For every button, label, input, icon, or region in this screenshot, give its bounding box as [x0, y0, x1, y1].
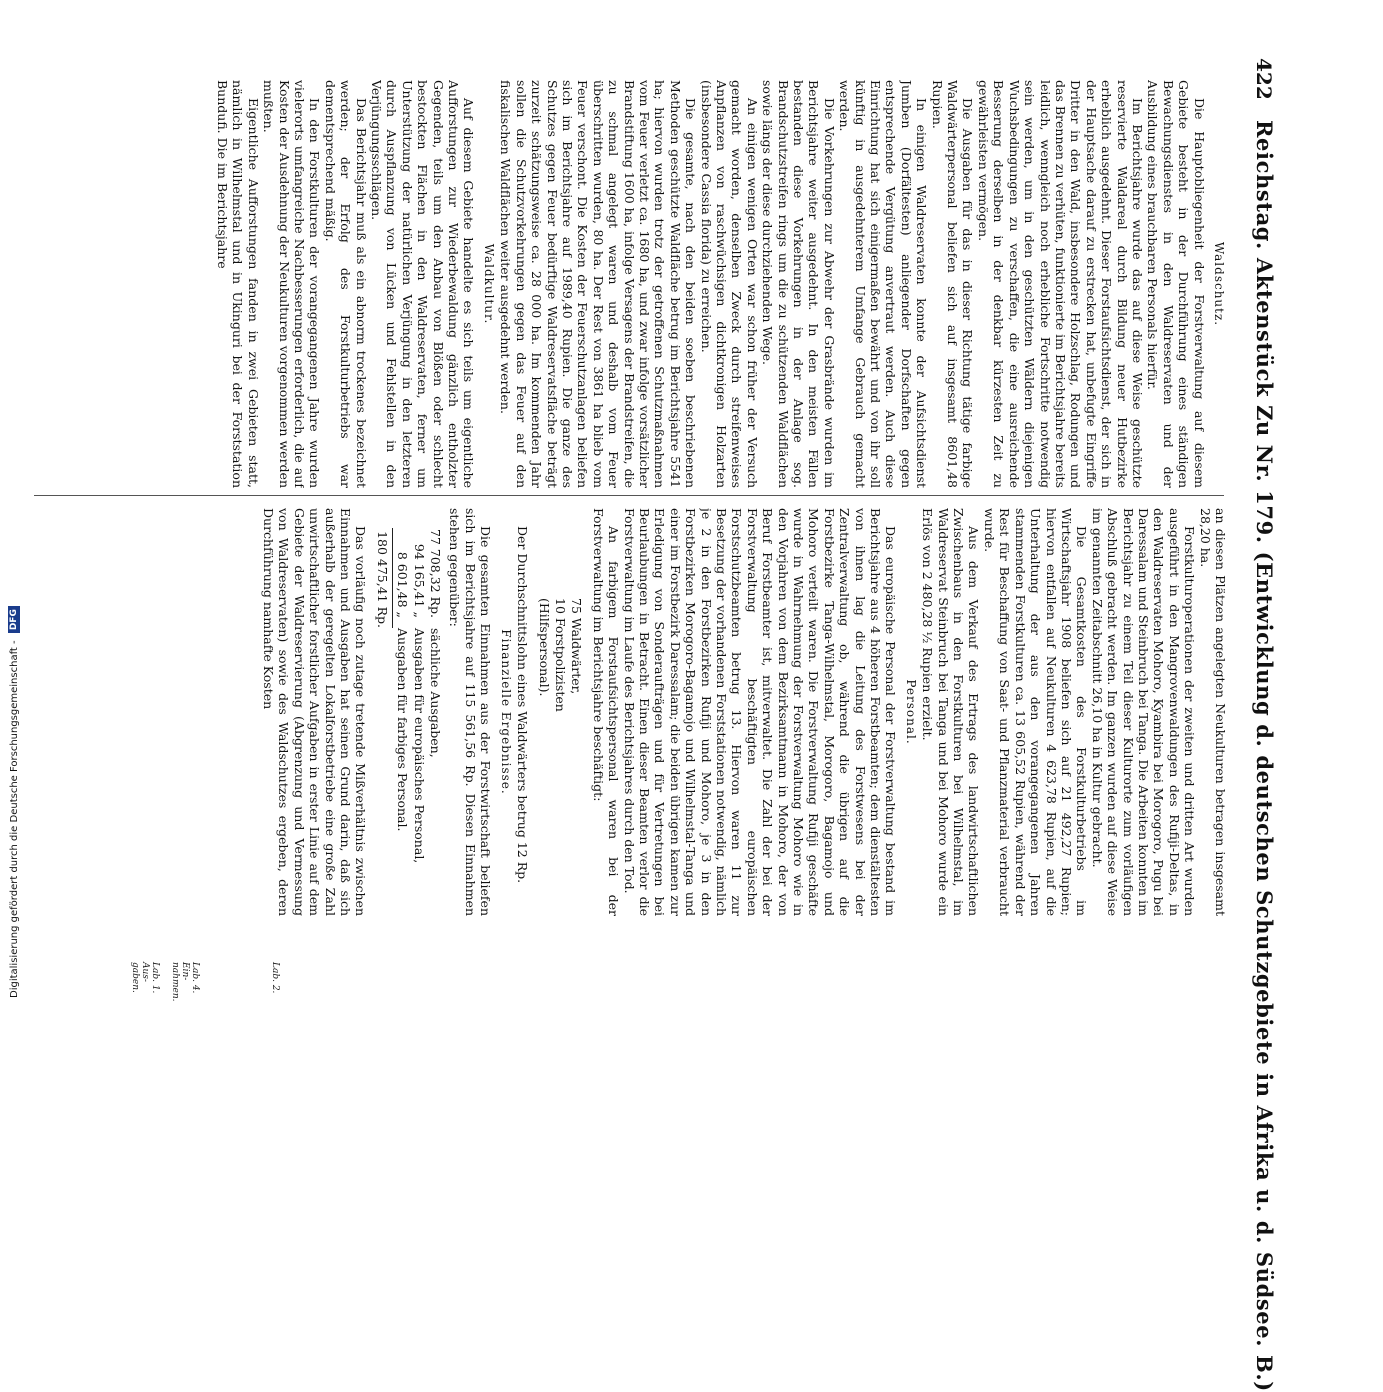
staff-item: (Hilfspersonal).: [536, 598, 552, 697]
paragraph: In einigen Waldreservaten konnte der Aufsichtsdienst Jumben (Dorfältesten) anliegender Dorfschaften gegen entsprechende Vergütung anvertraut werden. Auch diese Einrichtung hat sich einigermaßen bewährt und von ihr soll künftig in ausgedehnterem Umfange Gebrauch gemacht werden.: [837, 80, 930, 488]
finance-row: [411, 528, 426, 916]
heading-finanzielle: Finanzielle Ergebnisse.: [498, 629, 513, 795]
finance-label: sächliche Ausgaben,: [428, 628, 444, 758]
finance-label: Ausgaben für europäisches Personal,: [411, 628, 427, 864]
dfg-logo: DFG: [8, 606, 20, 633]
page-number: 422: [1252, 58, 1276, 100]
finance-amount: 77 708,32 Rp.: [428, 529, 444, 618]
finance-total: 180 475,41 Rp.: [374, 528, 392, 628]
footer-text: Digitalisierung gefördert durch die Deutsche Forschungsgemeinschaft -: [9, 640, 20, 998]
paragraph: Die Hauptobliegenheit der Forstverwaltung auf diesem Gebiete besteht in der Durchführung eines ständigen Bewachungsdienstes in den Waldreservaten und der Ausbildung eines brauchbaren Personals hierfür.: [1145, 80, 1207, 488]
finance-row: [395, 528, 410, 916]
paragraph: Das Berichtsjahr muß als ein abnorm trockenes bezeichnet werden; der Erfolg des Forstkulturbetriebs war dementsprechend mäßig.: [322, 80, 369, 488]
finance-label: Ausgaben für farbiges Personal.: [395, 628, 411, 832]
paragraph: Die gesamten Einnahmen aus der Forstwirtschaft beliefen sich im Berichtsjahre auf 115 561,56 Rp. Diesen Einnahmen stehen gegenüber:: [447, 508, 494, 916]
paragraph: An einigen wenigen Orten war schon früher der Versuch gemacht worden, denselben Zweck durch streifenweises Anpflanzen von raschwüchsigen dichtkronigen Holzarten (insbesondere Cassia florida) zu erreichen.: [698, 80, 760, 488]
paragraph: Die Vorkehrungen zur Abwehr der Grasbrände wurden im Berichtsjahre weiter ausgedehnt. In den meisten Fällen bestanden diese Vorkehrungen in der Anlage sog. Brandschutzstreifen rings um die zu schützenden Waldflächen sowie längs der diese durchziehenden Wege.: [760, 80, 837, 488]
paragraph: Die gesamte, nach den beiden soeben beschriebenen Methoden geschützte Waldfläche betrug im Berichtsjahre 5541 ha; hiervon wurden trotz der getroffenen Schutzmaßnahmen vom Feuer verletzt ca. 1680 ha, und zwar infolge vorsätzlicher Brandstiftung 1600 ha, infolge Versagens der Brandstreifen, die zu schmal angelegt waren und deshalb vom Feuer überschritten wurden, 80 ha. Der Rest von 3861 ha blieb vom Feuer verschont. Die Kosten der Feuerschutzanlagen beliefen sich im Berichtsjahre auf 1989,40 Rupien. Die ganze des Schutzes gegen Feuer bedürftige Waldreservatsfläche beträgt zurzeit schätzungsweise ca. 28 000 ha. Im kommenden Jahr sollen die Schutzvorkehrungen gegen das Feuer auf den fiskalischen Waldflächen weiter ausgedehnt werden.: [498, 80, 699, 488]
staff-item: 10 Forstpolizisten: [552, 598, 568, 712]
finance-row: [428, 528, 443, 916]
heading-personal: Personal.: [903, 679, 918, 745]
page-header: [1238, 58, 1290, 1392]
margin-note: Lab. 4. Ein-nahmen.: [170, 962, 200, 1002]
paragraph: Aus dem Verkauf des Ertrags des landwirtschaftlichen Zwischenbaus in den Forstkulturen bei Wilhelmstal, im Waldreservat Steinbruch bei Tanga und bei Mohoro wurde ein Erlös von 2 480,28 ½ Rupien erzielt.: [920, 508, 982, 916]
column-divider: [34, 495, 1224, 496]
right-column: [28, 508, 1228, 916]
finance-table: [374, 528, 443, 916]
paragraph: Im Berichtsjahre wurde das auf diese Weise geschützte reservierte Waldareal durch Bildung neuer Hutbezirke erheblich ausgedehnt. Dieser Forstaufsichtsdienst, der sich in der Hauptsache darauf zu erstrecken hat, unbefugte Eingriffe Dritter in den Wald, insbesondere Holzschlag, Rodungen und das Brennen zu verhüten, funktionierte im Berichtsjahre bereits leidlich, wenngleich noch erhebliche Fortschritte notwendig sein werden, um in den geschützten Wäldern diejenigen Wuchsbedingungen zu verschaffen, die eine ausreichende Besserung derselben in der denkbar kürzesten Zeit zu gewährleisten vermögen.: [975, 80, 1145, 488]
digitization-footer: [8, 0, 28, 998]
margin-note: Lab. 1. Aus-gaben.: [130, 962, 160, 994]
paragraph: Eigentliche Aufforstungen fanden in zwei Gebieten statt, nämlich in Wilhelmstal und in Ukinguri bei der Forststation Bundufi. Die im Berichtsjahre: [215, 80, 261, 488]
paragraph: Auf diesem Gebiete handelte es sich teils um eigentliche Aufforstungen zur Wiederbewaldung gänzlich entholzter Gegenden, teils um den Anbau von Blößen oder schlecht bestockten Flächen in den Waldreservaten, ferner um Unterstützung der natürlichen Verjüngung in den letzteren durch Auspflanzung von Lücken und Fehlstellen in den Verjüngungsschlägen.: [369, 80, 477, 488]
left-column: [28, 80, 1228, 488]
paragraph: Die Ausgaben für das in dieser Richtung tätige farbige Waldwärterpersonal beliefen sich auf insgesamt 8601,48 Rupien.: [929, 80, 976, 488]
paragraph: In den Forstkulturen der vorangegangenen Jahre wurden vielerorts umfangreiche Nachbesserungen erforderlich, die auf Kosten der Ausdehnung der Neukulturen vorgenommen werden mußten.: [261, 80, 323, 488]
staff-item: 75 Waldwärter,: [569, 598, 585, 695]
heading-waldschutz: Waldschutz.: [1212, 241, 1226, 327]
running-title: Reichstag. Aktenstück Zu Nr. 179. (Entwicklung d. deutschen Schutzgebiete in Afrika u. d. Südsee. B.): [1252, 120, 1277, 1392]
staff-list: [536, 598, 584, 916]
paragraph: Der Durchschnittslohn eines Waldwärters betrug 12 Rp.: [515, 526, 531, 884]
paragraph: Das vorläufig noch zutage tretende Mißverhältnis zwischen Einnahmen und Ausgaben hat seinen Grund darin, daß sich außerhalb der geregelten Lokalforstbetriebe eine große Zahl unwirtschaftlicher forstlicher Aufgaben in erster Linie auf dem Gebiete der Waldreservierung (Abgrenzung und Vermessung von Waldreservaten) sowie des Waldschutzes ergeben, deren Durchführung namhafte Kosten: [261, 508, 369, 916]
finance-amount: 8 601,48 „: [395, 551, 411, 618]
paragraph: Das europäische Personal der Forstverwaltung bestand im Berichtsjahre aus 4 höheren Forstbeamten; dem dienstältesten von ihnen lag die Leitung des Forstwesens bei der Zentralverwaltung ob, während die übrigen auf die Forstbezirke Tanga-Wilhelmstal, Morogoro, Bagamojo und Mohoro verteilt waren. Die Forstverwaltung Rufiji geschäfte wurde in Wahrnehmung der Forstverwaltung Mohoro wie in den Vorjahren von dem Bezirksamtmann in Mohoro, der von Beruf Forstbeamter ist, mitverwaltet. Die Zahl der bei der Forstverwaltung beschäftigten europäischen Forstschutzbeamten betrug 13. Hiervon waren 11 zur Besetzung der vorhandenen Forststationen notwendig, nämlich je 2 in den Forstbezirken Rufiji und Mohoro, je 3 in den Forstbezirken Morogoro-Bagamojo und Wilhelmstal-Tanga und einer im Forstbezirk Daressalam; die beiden übrigen kamen zur Erledigung von Sonderaufträgen und für Vertretungen bei Beurlaubungen in Betracht. Einen dieser Beamten verlor die Forstverwaltung im Laufe des Berichtsjahres durch den Tod.: [621, 508, 899, 916]
margin-note: Lab. 2.: [270, 962, 280, 994]
finance-amount: 94 165,41 „: [411, 543, 427, 618]
paragraph: Forstkulturoperationen der zweiten und dritten Art wurden ausgeführt in den Mangrovenwaldungen des Rufiji-Deltas, in den Waldreservaten Mohoro, Kyambira bei Morogoro, Pugu bei Daressalam und Steinbruch bei Tanga. Die Arbeiten konnten im Berichtsjahr zu einem Teil dieser Kulturorte zum vorläufigen Abschluß gebracht werden. Im ganzen wurden auf diese Weise im genannten Zeitabschnitt 26,10 ha in Kultur gebracht.: [1089, 508, 1198, 916]
document-page: [10, 0, 1290, 1392]
paragraph: An farbigem Forstaufsichtspersonal waren bei der Forstverwaltung im Berichtsjahre beschäftigt:: [590, 508, 622, 916]
heading-waldkultur: Waldkultur.: [481, 243, 496, 325]
paragraph: an diesen Plätzen angelegten Neukulturen betragen insgesamt 28,20 ha.: [1197, 508, 1228, 916]
paragraph: Die Gesamtkosten des Forstkulturbetriebs im Wirtschaftsjahr 1908 beliefen sich auf 21 492,27 Rupien; hiervon entfallen auf Neukulturen 4 623,78 Rupien, auf die Unterhaltung der aus den vorangegangenen Jahren stammenden Forstkulturen ca. 13 605,52 Rupien, während der Rest für Beschaffung von Saat- und Pflanzmaterial verbraucht wurde.: [981, 508, 1090, 916]
